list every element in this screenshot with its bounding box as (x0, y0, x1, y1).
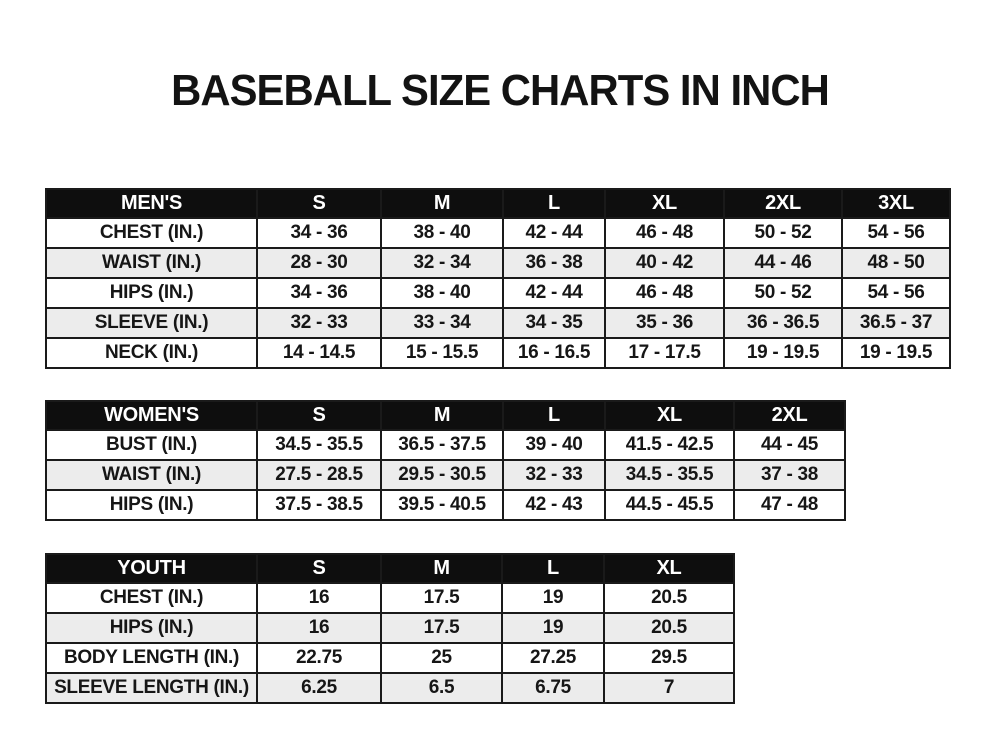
measurement-value-cell: 20.5 (604, 583, 734, 613)
table-header-row (46, 554, 734, 583)
measurement-label-cell: SLEEVE LENGTH (IN.) (46, 673, 257, 703)
measurement-value-cell: 7 (604, 673, 734, 703)
page-title: BASEBALL SIZE CHARTS IN INCH (171, 66, 829, 115)
measurement-value-cell: 39.5 - 40.5 (381, 490, 503, 520)
youth-size-table (45, 553, 735, 704)
measurement-value-cell: 38 - 40 (381, 218, 503, 248)
measurement-value-cell: 6.5 (381, 673, 502, 703)
size-column-header: S (257, 189, 381, 218)
measurement-label-cell: HIPS (IN.) (46, 613, 257, 643)
measurement-value-cell: 41.5 - 42.5 (605, 430, 734, 460)
measurement-value-cell: 32 - 33 (503, 460, 605, 490)
measurement-value-cell: 27.5 - 28.5 (257, 460, 381, 490)
measurement-value-cell: 16 - 16.5 (503, 338, 605, 368)
measurement-value-cell: 36.5 - 37.5 (381, 430, 503, 460)
measurement-value-cell: 44 - 45 (734, 430, 845, 460)
measurement-value-cell: 15 - 15.5 (381, 338, 503, 368)
measurement-value-cell: 19 - 19.5 (724, 338, 842, 368)
table-row (46, 430, 845, 460)
measurement-value-cell: 27.25 (502, 643, 604, 673)
measurement-value-cell: 6.75 (502, 673, 604, 703)
measurement-value-cell: 14 - 14.5 (257, 338, 381, 368)
table-row (46, 583, 734, 613)
measurement-value-cell: 25 (381, 643, 502, 673)
measurement-label-cell: HIPS (IN.) (46, 490, 257, 520)
size-column-header: 3XL (842, 189, 950, 218)
measurement-value-cell: 47 - 48 (734, 490, 845, 520)
measurement-value-cell: 50 - 52 (724, 278, 842, 308)
measurement-value-cell: 46 - 48 (605, 278, 724, 308)
table-row (46, 613, 734, 643)
measurement-value-cell: 6.25 (257, 673, 381, 703)
measurement-value-cell: 44 - 46 (724, 248, 842, 278)
mens-size-table (45, 188, 951, 369)
measurement-value-cell: 36 - 36.5 (724, 308, 842, 338)
measurement-value-cell: 16 (257, 613, 381, 643)
measurement-value-cell: 35 - 36 (605, 308, 724, 338)
measurement-value-cell: 34 - 36 (257, 218, 381, 248)
measurement-value-cell: 19 - 19.5 (842, 338, 950, 368)
size-column-header: 2XL (724, 189, 842, 218)
measurement-label-cell: BODY LENGTH (IN.) (46, 643, 257, 673)
table-title-cell: YOUTH (46, 554, 257, 583)
table-row (46, 673, 734, 703)
size-column-header: S (257, 554, 381, 583)
measurement-label-cell: CHEST (IN.) (46, 583, 257, 613)
size-column-header: XL (605, 401, 734, 430)
size-column-header: S (257, 401, 381, 430)
measurement-label-cell: BUST (IN.) (46, 430, 257, 460)
measurement-value-cell: 19 (502, 613, 604, 643)
womens-size-table-block (45, 400, 846, 521)
table-title-cell: MEN'S (46, 189, 257, 218)
measurement-value-cell: 42 - 44 (503, 278, 605, 308)
measurement-value-cell: 34 - 35 (503, 308, 605, 338)
mens-size-table-block (45, 188, 951, 369)
table-row (46, 490, 845, 520)
measurement-value-cell: 36 - 38 (503, 248, 605, 278)
size-column-header: 2XL (734, 401, 845, 430)
table-row (46, 248, 950, 278)
measurement-value-cell: 42 - 43 (503, 490, 605, 520)
measurement-value-cell: 39 - 40 (503, 430, 605, 460)
measurement-value-cell: 37 - 38 (734, 460, 845, 490)
table-row (46, 308, 950, 338)
table-row (46, 643, 734, 673)
measurement-value-cell: 17.5 (381, 613, 502, 643)
measurement-value-cell: 29.5 - 30.5 (381, 460, 503, 490)
table-title-cell: WOMEN'S (46, 401, 257, 430)
measurement-value-cell: 37.5 - 38.5 (257, 490, 381, 520)
size-column-header: L (502, 554, 604, 583)
measurement-value-cell: 50 - 52 (724, 218, 842, 248)
measurement-value-cell: 34.5 - 35.5 (257, 430, 381, 460)
table-row (46, 278, 950, 308)
table-row (46, 338, 950, 368)
size-column-header: M (381, 401, 503, 430)
measurement-label-cell: WAIST (IN.) (46, 248, 257, 278)
measurement-label-cell: NECK (IN.) (46, 338, 257, 368)
measurement-value-cell: 42 - 44 (503, 218, 605, 248)
measurement-label-cell: CHEST (IN.) (46, 218, 257, 248)
table-header-row (46, 401, 845, 430)
measurement-value-cell: 16 (257, 583, 381, 613)
table-row (46, 460, 845, 490)
measurement-value-cell: 34.5 - 35.5 (605, 460, 734, 490)
size-column-header: M (381, 189, 503, 218)
size-column-header: XL (604, 554, 734, 583)
measurement-value-cell: 40 - 42 (605, 248, 724, 278)
measurement-value-cell: 44.5 - 45.5 (605, 490, 734, 520)
measurement-value-cell: 32 - 33 (257, 308, 381, 338)
measurement-value-cell: 29.5 (604, 643, 734, 673)
measurement-value-cell: 54 - 56 (842, 218, 950, 248)
measurement-value-cell: 32 - 34 (381, 248, 503, 278)
measurement-value-cell: 28 - 30 (257, 248, 381, 278)
table-row (46, 218, 950, 248)
table-header-row (46, 189, 950, 218)
measurement-value-cell: 46 - 48 (605, 218, 724, 248)
size-column-header: M (381, 554, 502, 583)
measurement-label-cell: SLEEVE (IN.) (46, 308, 257, 338)
measurement-value-cell: 38 - 40 (381, 278, 503, 308)
measurement-value-cell: 33 - 34 (381, 308, 503, 338)
womens-size-table (45, 400, 846, 521)
measurement-label-cell: WAIST (IN.) (46, 460, 257, 490)
youth-size-table-block (45, 553, 735, 704)
size-column-header: L (503, 401, 605, 430)
measurement-value-cell: 34 - 36 (257, 278, 381, 308)
measurement-value-cell: 36.5 - 37 (842, 308, 950, 338)
size-column-header: XL (605, 189, 724, 218)
measurement-value-cell: 22.75 (257, 643, 381, 673)
measurement-value-cell: 48 - 50 (842, 248, 950, 278)
measurement-label-cell: HIPS (IN.) (46, 278, 257, 308)
size-column-header: L (503, 189, 605, 218)
measurement-value-cell: 17 - 17.5 (605, 338, 724, 368)
measurement-value-cell: 54 - 56 (842, 278, 950, 308)
measurement-value-cell: 17.5 (381, 583, 502, 613)
measurement-value-cell: 20.5 (604, 613, 734, 643)
measurement-value-cell: 19 (502, 583, 604, 613)
